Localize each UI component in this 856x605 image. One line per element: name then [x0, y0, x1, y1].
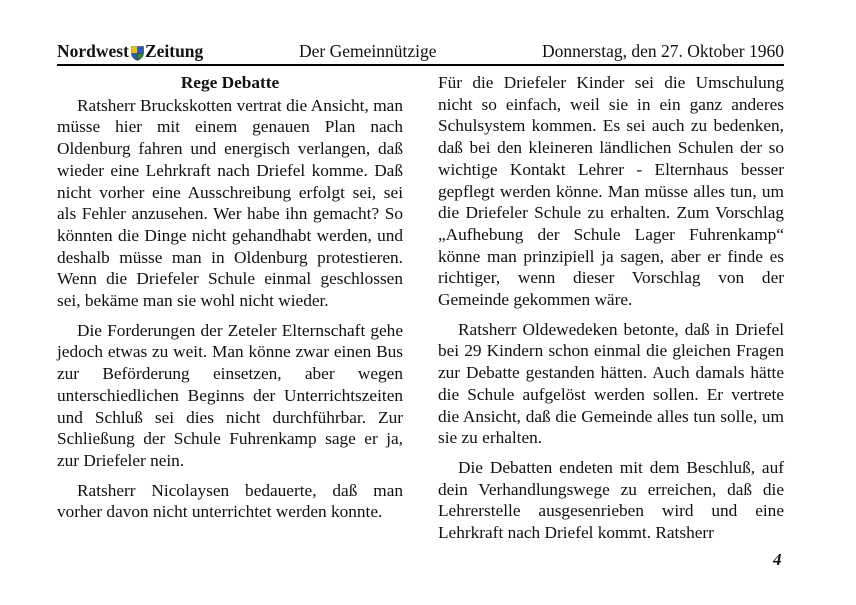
paragraph: Ratsherr Nicolaysen bedauerte, daß man vorher davon nicht unterrichtet werden konnte.	[57, 480, 403, 522]
masthead-left: Nordwest	[57, 41, 129, 61]
paragraph: Ratsherr Oldewedeken betonte, daß in Driefel bei 29 Kindern schon einmal die gleichen Fragen zur Debatte gestanden hätten. Auch damals hätte die Schule aufgelöst werden sollen. Er vertrete die Ansicht, daß die Gemeinde alles tun solle, um sie zu erhalten.	[438, 319, 784, 448]
masthead	[57, 41, 203, 62]
paragraph: Die Debatten endeten mit dem Beschluß, auf dein Verhandlungswege zu erreichen, daß die Lehrerstelle ausgesenrieben wird und eine Lehrkraft nach Driefel kommt. Ratsherr	[438, 457, 784, 543]
paragraph: Die Forderungen der Zeteler Elternschaft gehe jedoch etwas zu weit. Man könne zwar einen Bus zur Beförderung einsetzen, aber wegen unterschiedlichen Beginns der Unterrichtszeiten und Schluß sei dies nicht durchführbar. Zur Schließung der Schule Fuhrenkamp sage er ja, zur Driefeler nein.	[57, 320, 403, 470]
masthead-right: Zeitung	[144, 41, 204, 61]
coat-of-arms-icon	[131, 45, 144, 60]
page-header	[57, 41, 784, 65]
section-heading: Rege Debatte	[180, 73, 280, 92]
publication-subtitle: Der Gemeinnützige	[299, 41, 437, 61]
left-column	[57, 72, 403, 531]
right-column	[438, 72, 784, 552]
header-rule	[57, 64, 784, 66]
paragraph: Ratsherr Bruckskotten vertrat die Ansicht, man müsse hier mit einem genauen Plan nach Oldenburg fahren und energisch verlangen, daß wieder eine Lehrkraft nach Driefel komme. Daß nicht vorher eine Ausschreibung erfolgt sei, sei als Fehler anzusehen. Wer habe ihn gemacht? So könnten die Dinge nicht gehandhabt werden, und deshalb müsse man in Oldenburg protestieren. Wenn die Driefeler Schule einmal geschlossen sei, bekäme man sie wohl nicht wieder.	[57, 95, 403, 311]
page-number: 4	[773, 550, 782, 569]
paragraph: Für die Driefeler Kinder sei die Umschulung nicht so einfach, weil sie in ein ganz anderes Schulsystem kommen. Es sei auch zu bedenken, daß bei den kleineren ländlichen Schulen der so wichtige Kontakt Lehrer - Elternhaus besser gepflegt werden könne. Man müsse alles tun, um die Driefeler Schule zu erhalten. Zum Vorschlag „Aufhebung der Schule Lager Fuhrenkamp“ könne man prinzipiell ja sagen, aber er finde es richtiger, wenn dieser Vorschlag von der Gemeinde gekommen wäre.	[438, 73, 784, 310]
publication-date: Donnerstag, den 27. Oktober 1960	[541, 41, 784, 61]
